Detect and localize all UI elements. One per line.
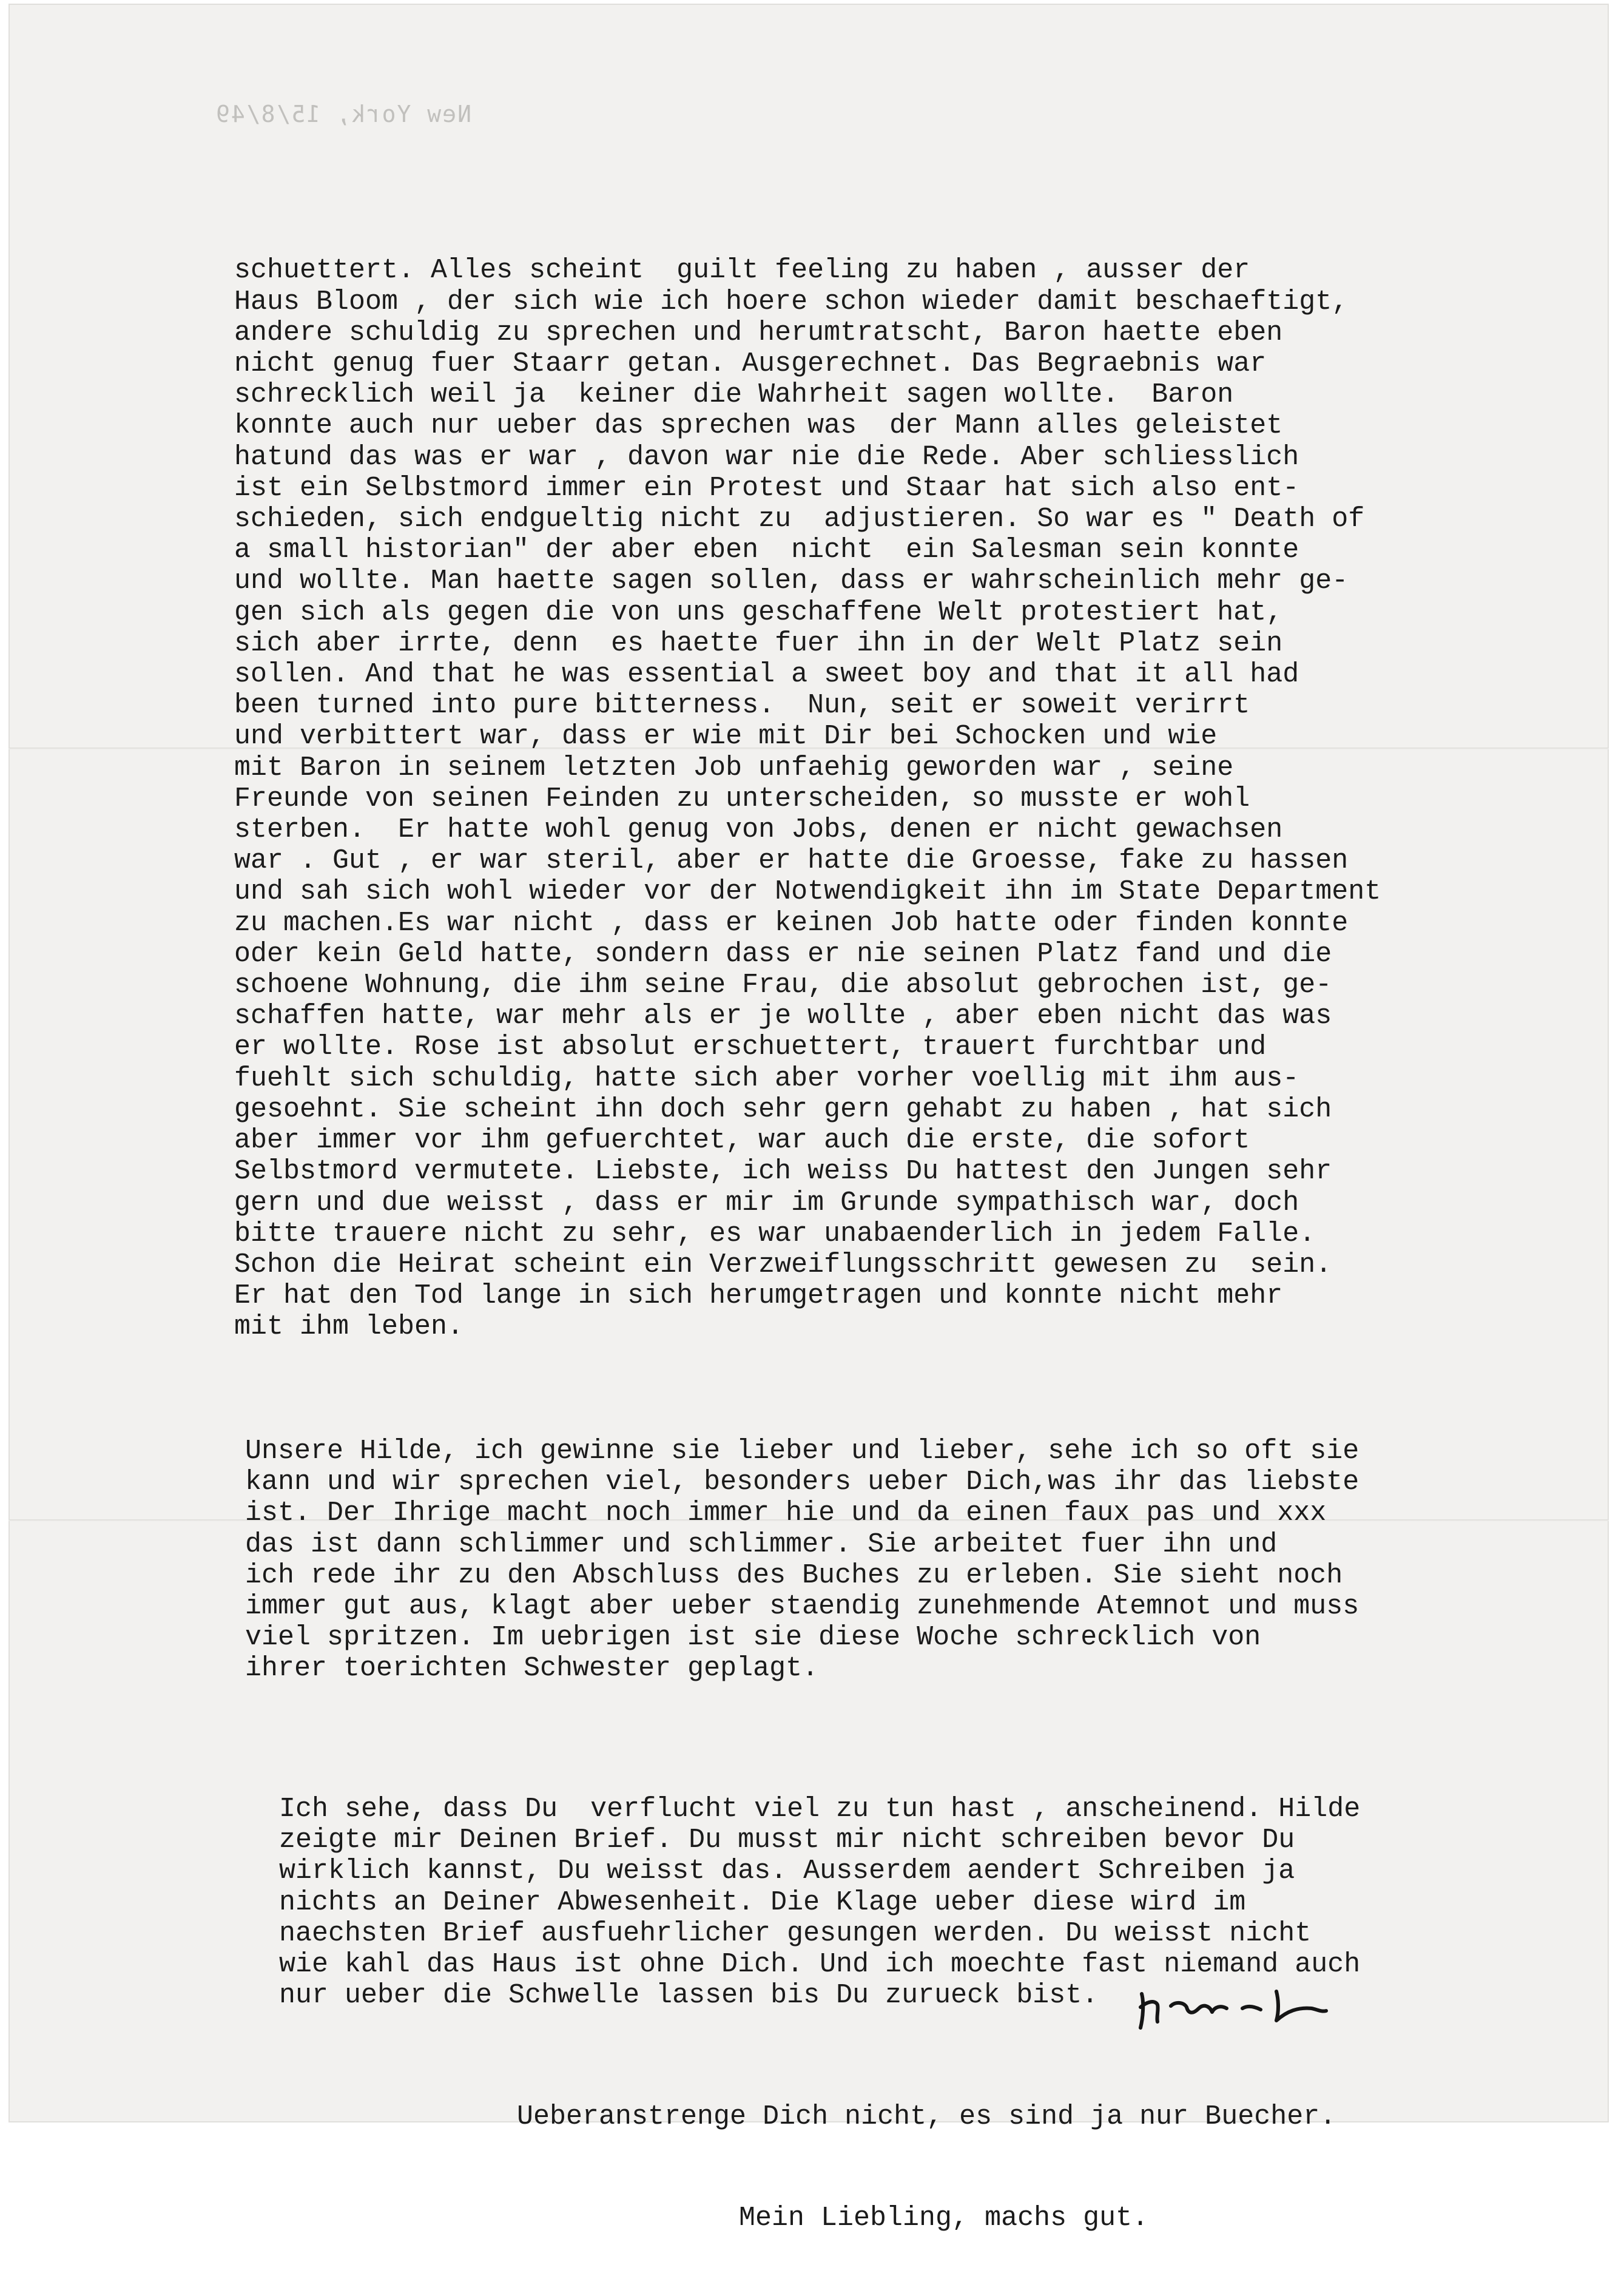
text-line: Freunde von seinen Feinden zu unterscheiden, so musste er wohl	[234, 783, 1250, 814]
text-line: Er hat den Tod lange in sich herumgetragen und konnte nicht mehr	[234, 1280, 1283, 1312]
text-line: schieden, sich endgueltig nicht zu adjustieren. So war es " Death of	[234, 504, 1365, 535]
text-line: er wollte. Rose ist absolut erschuettert, trauert furchtbar und	[234, 1032, 1267, 1063]
text-line: gesoehnt. Sie scheint ihn doch sehr gern gehabt zu haben , hat sich	[234, 1093, 1332, 1125]
reverse-side-bleed-header: New York, 15/8/49	[215, 101, 471, 127]
text-line: und sah sich wohl wieder vor der Notwendigkeit ihn im State Department	[234, 876, 1381, 908]
text-line: schuettert. Alles scheint guilt feeling zu haben , ausser der	[234, 255, 1250, 286]
text-line: konnte auch nur ueber das sprechen was der Mann alles geleistet	[234, 410, 1283, 442]
text-line: Unsere Hilde, ich gewinne sie lieber und lieber, sehe ich so oft sie	[245, 1435, 1360, 1467]
letter-body	[234, 193, 1569, 2296]
text-line: Schon die Heirat scheint ein Verzweiflungsschritt gewesen zu sein.	[234, 1249, 1332, 1280]
text-line: gern und due weisst , dass er mir im Grunde sympathisch war, doch	[234, 1187, 1299, 1218]
text-line: zeigte mir Deinen Brief. Du musst mir nicht schreiben bevor Du	[279, 1825, 1295, 1856]
text-line: Selbstmord vermutete. Liebste, ich weiss Du hattest den Jungen sehr	[234, 1156, 1332, 1187]
text-line: sterben. Er hatte wohl genug von Jobs, denen er nicht gewachsen	[234, 814, 1283, 846]
text-line: ist ein Selbstmord immer ein Protest und Staar hat sich also ent-	[234, 472, 1299, 504]
text-line: andere schuldig zu sprechen und herumtratscht, Baron haette eben	[234, 317, 1283, 348]
text-line: viel spritzen. Im uebrigen ist sie diese Woche schrecklich von	[245, 1622, 1261, 1653]
text-line: ich rede ihr zu den Abschluss des Buches zu erleben. Sie sieht noch	[245, 1559, 1343, 1591]
paragraph-hilde	[234, 1436, 1569, 1684]
text-line: gen sich als gegen die von uns geschaffene Welt protestiert hat,	[234, 596, 1283, 628]
text-line: been turned into pure bitterness. Nun, seit er soweit verirrt	[234, 690, 1250, 721]
handwritten-signature	[1136, 1970, 1336, 2030]
text-line: Haus Bloom , der sich wie ich hoere schon wieder damit beschaeftigt,	[234, 286, 1349, 317]
text-line: fuehlt sich schuldig, hatte sich aber vorher voellig mit ihm aus-	[234, 1062, 1299, 1094]
text-line: immer gut aus, klagt aber ueber staendig zunehmende Atemnot und muss	[245, 1590, 1360, 1622]
text-line: schoene Wohnung, die ihm seine Frau, die absolut gebrochen ist, ge-	[234, 970, 1332, 1001]
text-line: nicht genug fuer Staarr getan. Ausgerechnet. Das Begraebnis war	[234, 348, 1267, 380]
text-line: zu machen.Es war nicht , dass er keinen Job hatte oder finden konnte	[234, 907, 1349, 939]
paragraph-staar	[234, 255, 1569, 1342]
text-line: und wollte. Man haette sagen sollen, dass er wahrscheinlich mehr ge-	[234, 566, 1349, 597]
text-line: nur ueber die Schwelle lassen bis Du zurueck bist.	[279, 1980, 1099, 2011]
text-line: schaffen hatte, war mehr als er je wollte , aber eben nicht das was	[234, 1001, 1332, 1032]
text-line: naechsten Brief ausfuehrlicher gesungen werden. Du weisst nicht	[279, 1917, 1312, 1949]
paragraph-letter	[234, 1794, 1569, 2011]
closing-line-1: Ueberanstrenge Dich nicht, es sind ja nur Buecher.	[517, 2101, 1336, 2132]
closing-line-2: Mein Liebling, machs gut.	[739, 2203, 1149, 2234]
text-line: a small historian" der aber eben nicht ein Salesman sein konnte	[234, 535, 1299, 566]
text-line: kann und wir sprechen viel, besonders ueber Dich,was ihr das liebste	[245, 1467, 1360, 1498]
text-line: bitte trauere nicht zu sehr, es war unabaenderlich in jedem Falle.	[234, 1218, 1316, 1249]
text-line: sollen. And that he was essential a sweet boy and that it all had	[234, 659, 1299, 690]
text-line: Ich sehe, dass Du verflucht viel zu tun hast , anscheinend. Hilde	[279, 1793, 1361, 1825]
text-line: aber immer vor ihm gefuerchtet, war auch die erste, die sofort	[234, 1125, 1250, 1156]
text-line: ist. Der Ihrige macht noch immer hie und da einen faux pas und xxx	[245, 1497, 1327, 1529]
text-line: mit ihm leben.	[234, 1311, 464, 1343]
letter-page	[8, 4, 1609, 2234]
text-line: wie kahl das Haus ist ohne Dich. Und ich moechte fast niemand auch	[279, 1948, 1361, 1980]
text-line: nichts an Deiner Abwesenheit. Die Klage ueber diese wird im	[279, 1886, 1246, 1918]
text-line: mit Baron in seinem letzten Job unfaehig geworden war , seine	[234, 752, 1234, 783]
text-line: das ist dann schlimmer und schlimmer. Sie arbeitet fuer ihn und	[245, 1528, 1278, 1560]
text-line: schrecklich weil ja keiner die Wahrheit sagen wollte. Baron	[234, 379, 1234, 411]
text-line: oder kein Geld hatte, sondern dass er nie seinen Platz fand und die	[234, 938, 1332, 970]
text-line: sich aber irrte, denn es haette fuer ihn in der Welt Platz sein	[234, 627, 1283, 659]
text-line: war . Gut , er war steril, aber er hatte die Groesse, fake zu hassen	[234, 845, 1349, 877]
text-line: hatund das was er war , davon war nie die Rede. Aber schliesslich	[234, 441, 1299, 473]
text-line: und verbittert war, dass er wie mit Dir bei Schocken und wie	[234, 721, 1218, 752]
text-line: ihrer toerichten Schwester geplagt.	[245, 1653, 819, 1684]
text-line: wirklich kannst, Du weisst das. Ausserdem aendert Schreiben ja	[279, 1855, 1295, 1887]
